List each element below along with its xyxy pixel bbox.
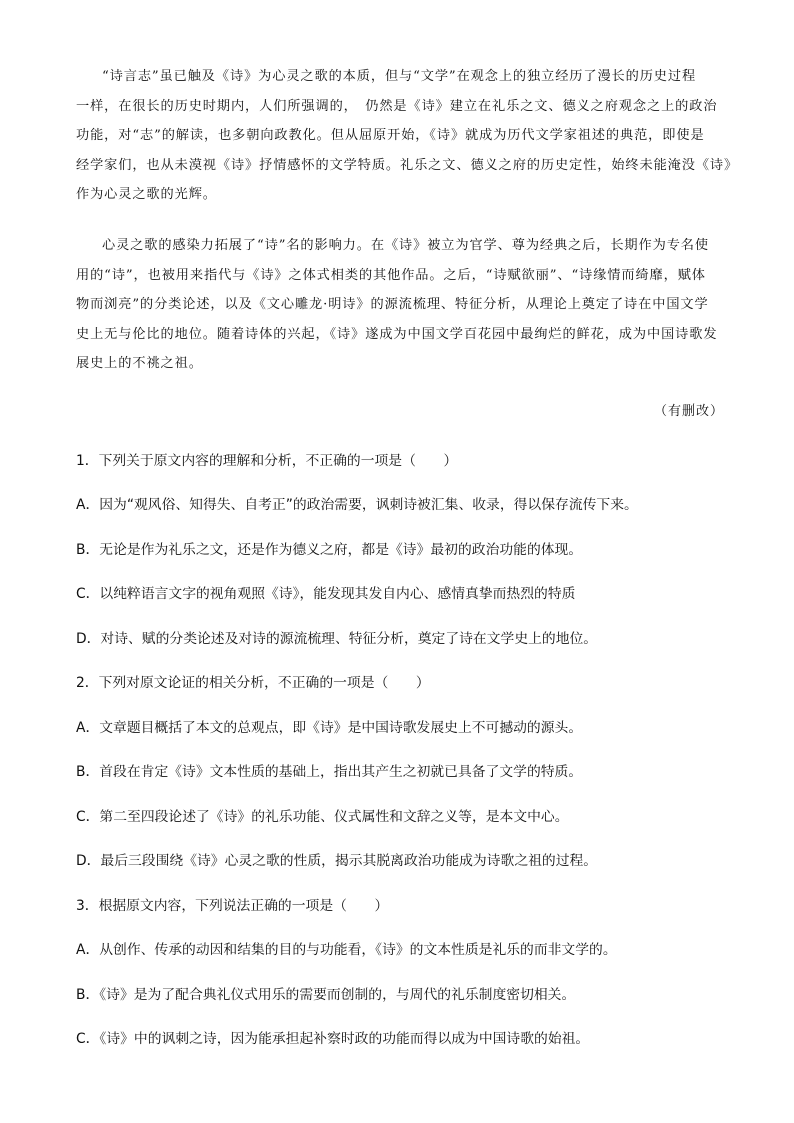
question-2-option-c: C．第二至四段论述了《诗》的礼乐功能、仪式属性和文辞之义等，是本文中心。 [76, 809, 569, 825]
edited-note: （有删改） [653, 404, 724, 419]
question-3-option-b: B．《诗》是为了配合典礼仪式用乐的需要而创制的，与周代的礼乐制度密切相关。 [76, 987, 576, 1003]
passage-paragraph-1 [76, 62, 739, 210]
question-2-option-d: D．最后三段围绕《诗》心灵之歌的性质，揭示其脱离政治功能成为诗歌之祖的过程。 [76, 853, 598, 869]
passage-line: 一样，在很长的历史时期内，人们所强调的， 仍然是《诗》建立在礼乐之文、德义之府观念之上的政治 [76, 98, 718, 114]
question-2-option-a: A．文章题目概括了本文的总观点，即《诗》是中国诗歌发展史上不可撼动的源头。 [76, 720, 583, 736]
passage-line: 作为心灵之歌的光辉。 [76, 187, 217, 202]
passage-line: 心灵之歌的感染力拓展了“诗”名的影响力。在《诗》被立为官学、尊为经典之后，长期作为专名使 [102, 238, 709, 253]
question-3-option-a: A．从创作、传承的动因和结集的目的与功能看，《诗》的文本性质是礼乐的而非文学的。 [76, 942, 617, 958]
question-1-option-a: A．因为“观风俗、知得失、自考正”的政治需要，讽刺诗被汇集、收录，得以保存流传下来。 [76, 497, 638, 513]
question-1-option-d: D．对诗、赋的分类论述及对诗的源流梳理、特征分析，奠定了诗在文学史上的地位。 [76, 631, 598, 647]
passage-line: “诗言志”虽已触及《诗》为心灵之歌的本质，但与“文学”在观念上的独立经历了漫长的历史过程 [102, 69, 697, 84]
question-1-stem: 1．下列关于原文内容的理解和分析，不正确的一项是（ ） [76, 453, 458, 469]
question-3-option-c: C．《诗》中的讽刺之诗，因为能承担起补察时政的功能而得以成为中国诗歌的始祖。 [76, 1031, 590, 1047]
question-1-option-c: C．以纯粹语言文字的视角观照《诗》，能发现其发自内心、感情真挚而热烈的特质 [76, 586, 576, 602]
passage-line: 经学家们，也从未漠视《诗》抒情感怀的文学特质。礼乐之文、德义之府的历史定性，始终未能淹没《诗》 [76, 157, 739, 173]
passage-line: 功能，对“志”的解读，也多朝向政教化。但从屈原开始，《诗》就成为历代文学家祖述的典范，即使是 [76, 128, 705, 143]
passage-line: 展史上的不祧之祖。 [76, 356, 203, 371]
passage-paragraph-2 [76, 231, 724, 379]
question-2-option-b: B．首段在肯定《诗》文本性质的基础上，指出其产生之初就已具备了文学的特质。 [76, 764, 583, 780]
question-2-stem: 2．下列对原文论证的相关分析，不正确的一项是（ ） [76, 675, 430, 691]
passage-line: 物而浏亮”的分类论述，以及《文心雕龙·明诗》的源流梳理、特征分析，从理论上奠定了诗在中国文学 [76, 297, 709, 312]
question-3-stem: 3．根据原文内容，下列说法正确的一项是（ ） [76, 898, 389, 914]
passage-line: 用的“诗”，也被用来指代与《诗》之体式相类的其他作品。之后，“诗赋欲丽”、“诗缘情而绮靡，赋体 [76, 267, 706, 283]
passage-line: 史上无与伦比的地位。随着诗体的兴起，《诗》遂成为中国文学百花园中最绚烂的鲜花，成为中国诗歌发 [76, 326, 718, 342]
question-1-option-b: B．无论是作为礼乐之文，还是作为德义之府，都是《诗》最初的政治功能的体现。 [76, 542, 583, 558]
